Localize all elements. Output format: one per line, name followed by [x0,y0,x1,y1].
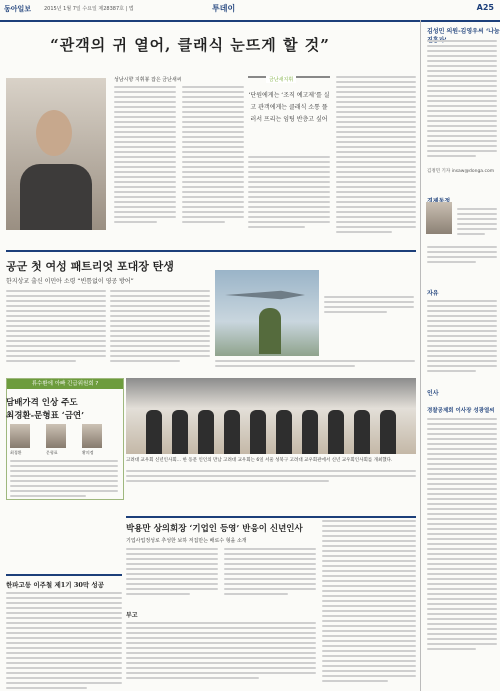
issue-date: 2015년 1월 7일 수요일 제28387호 | 법 [44,6,134,12]
officer-figure [259,308,281,354]
side-box-title: 류수환에 아빠 긴급위원회 ? [7,379,123,389]
lead-photo-face [36,110,72,156]
right-body-6 [427,418,497,653]
box-person-photo-1 [10,424,30,448]
lead-photo-suit [20,164,92,230]
group-figure [380,410,396,454]
story4-body-col-1 [126,548,218,598]
right-column [420,20,500,691]
right-title-1: 김성민 의원-김영우씨 ‘나눔 [427,28,500,35]
story2-body-col-3 [215,360,415,370]
group-figure [250,410,266,454]
group-figure [276,410,292,454]
box-headline-a: 담배가격 인상 주도 [6,398,78,408]
right-body-2 [457,208,497,238]
divider-story2 [6,250,416,252]
story4-subhead: 기업사업정성로 추성한 보하 저집만는 배로수 형을 소개 [126,538,247,544]
right-title-5: 인사 [427,390,439,397]
right-byline: 김정민 기자 insaw@donga.com [427,169,495,174]
divider-story4 [126,516,416,518]
story5-headline: 한파고등 이주철 제1기 30막 성공 [6,581,104,589]
right-body-1 [427,40,497,160]
box-person-name-1: 최경환 [10,450,22,455]
story5-body [6,592,122,691]
box-headline-b: 최경환-문형표 ‘금연’ [6,411,85,421]
story4-headline: 박용만 상의회장 ‘기업인 등영’ 반응이 신년인사 [126,524,303,534]
page-header [0,0,500,22]
lead-body-col-1 [114,86,176,226]
pull-quote-text: ‘단원에게는 ‘조직 예고제’를 실고 관객에게는 클래식 소통 플러서 프리는 임팅 반층고 싶어 [248,92,330,123]
lead-pull-quote [248,76,330,154]
box-person-name-3: 황의정 [82,450,94,455]
right-body-2b [427,246,497,266]
right-body-4 [427,300,497,375]
group-caption-lines [126,470,416,485]
group-figure [354,410,370,454]
right-person-photo [426,202,452,234]
story4-body-col-2 [224,548,316,598]
lead-body-col-4 [336,76,416,236]
group-figure [172,410,188,454]
story2-headline: 공군 첫 여성 패트리엇 포대장 탄생 [6,260,174,273]
box-body [10,460,118,500]
right-title-6: 경찰공제회 이사장 성광열씨 [427,408,495,414]
story2-body-col-2 [110,290,210,365]
masthead-brand: 동아일보 [4,5,32,13]
jet-shape [225,288,305,302]
story2-subhead: 한지상교 출신 이민아 소령 “빈틈없이 영공 방어” [6,278,134,285]
obituary-heading: 부고 [126,612,138,619]
right-title-4: 자유 [427,290,439,297]
group-figure [302,410,318,454]
group-figure [198,410,214,454]
box-person-name-2: 문형표 [46,450,58,455]
story2-photo [215,270,319,356]
story2-photo-caption [324,296,414,316]
lead-photo [6,78,106,230]
group-photo-caption: 고려대 교우회 신년인사회… 한 동문 인인의 만남 고려대 교우회는 6일 서울 성북구 고려대 교우회관에서 신년 교우회인사회를 개최했다. [126,458,393,463]
lead-headline: “관객의 귀 열어, 클래식 눈뜨게 할 것” [50,36,330,54]
pull-quote-tag: 금난새지휘 [266,76,296,83]
group-figure [328,410,344,454]
story2-body-col-1 [6,290,106,365]
group-photo [126,378,416,454]
box-person-photo-3 [82,424,102,448]
page-number: A25 [476,3,494,12]
box-person-photo-2 [46,424,66,448]
lead-body-col-3a [248,156,330,231]
group-figure [224,410,240,454]
divider-story5 [6,574,122,576]
lead-body-col-2 [182,86,244,226]
group-figure [146,410,162,454]
story4-body-col-3 [322,520,416,685]
obituary-lines [126,622,316,682]
lead-kicker: 성남시향 지휘봉 잡은 금난새씨 [114,77,182,83]
section-name: 투데이 [212,4,236,13]
